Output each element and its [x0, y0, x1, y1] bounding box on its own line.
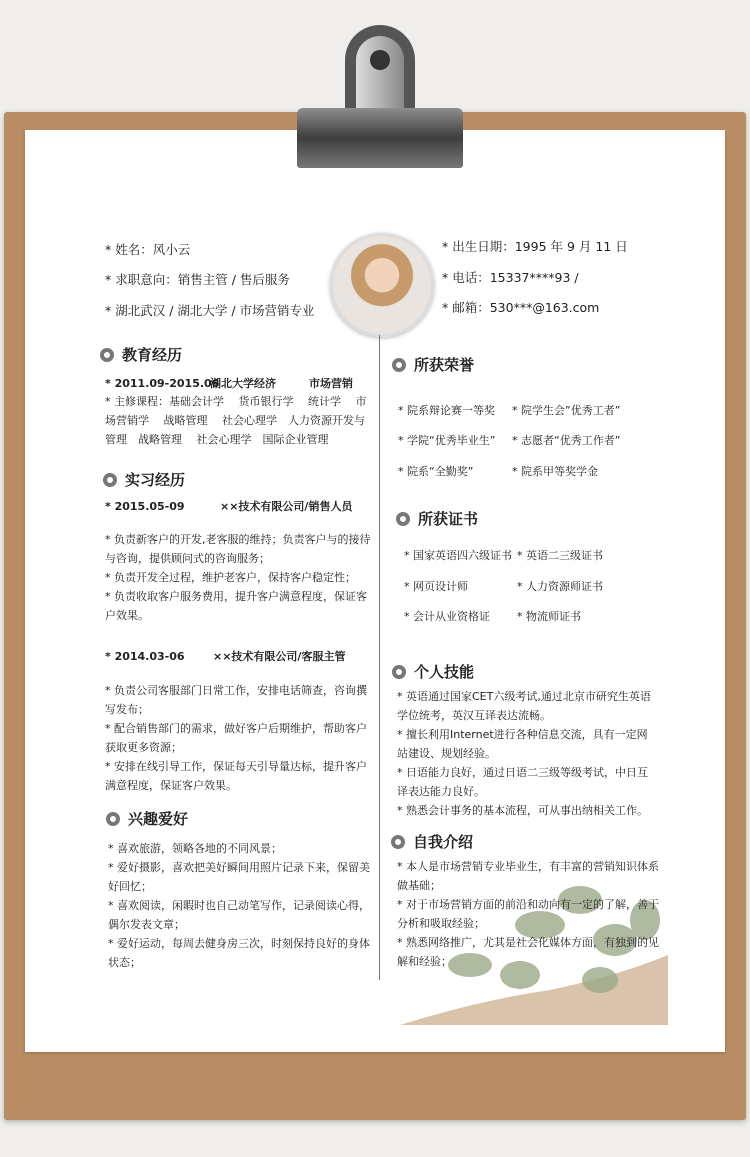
intro-list	[397, 857, 659, 971]
cert-item: * 英语二三级证书	[517, 549, 603, 562]
education-school: 湖北大学经济	[210, 377, 276, 390]
section-title: 所获荣誉	[414, 356, 475, 374]
section-title: 个人技能	[414, 663, 475, 681]
job-intent: * 求职意向：销售主管 / 售后服务	[105, 272, 290, 287]
honor-item: * 志愿者“优秀工作者”	[512, 434, 621, 447]
birth-date: * 出生日期：1995 年 9 月 11 日	[442, 239, 628, 254]
phone: * 电话：15337****93 /	[442, 270, 579, 285]
binder-clip	[297, 108, 463, 168]
hobby-item: * 喜欢旅游，领略各地的不同风景；	[108, 842, 282, 855]
skill-item: * 英语通过国家CET六级考试,通过北京市研究生英语学位统考，英汉互译表达流畅。	[397, 690, 651, 722]
skills-list	[397, 687, 657, 820]
cert-item: * 人力资源师证书	[517, 580, 603, 593]
hobby-item: * 爱好摄影，喜欢把美好瞬间用照片记录下来，保留美好回忆；	[108, 861, 370, 893]
duty-item: * 安排在线引导工作，保证每天引导量达标，提升客户满意程度，保证客户效果。	[105, 760, 367, 792]
name: * 姓名：风小云	[105, 242, 191, 257]
duty-item: * 负责收取客户服务费用，提升客户满意程度，保证客户效果。	[105, 590, 367, 622]
section-education	[100, 344, 182, 365]
job-period: * 2015.05-09	[105, 500, 185, 513]
skill-item: * 熟悉会计事务的基本流程，可从事出纳相关工作。	[397, 804, 648, 817]
location-school: * 湖北武汉 / 湖北大学 / 市场营销专业	[105, 303, 315, 318]
cert-item: * 网页设计师	[404, 580, 468, 593]
bullet-circle-icon	[106, 812, 120, 826]
duty-item: * 负责开发全过程，维护老客户，保持客户稳定性；	[105, 571, 356, 584]
column-divider	[379, 335, 380, 980]
bullet-circle-icon	[392, 358, 406, 372]
skill-item: * 日语能力良好，通过日语二三级等级考试，中日互译表达能力良好。	[397, 766, 648, 798]
section-title: 教育经历	[122, 346, 183, 364]
section-skills	[392, 661, 474, 682]
intro-item: * 熟悉网络推广，尤其是社会化媒体方面，有独到的见解和经验；	[397, 936, 659, 968]
email: * 邮箱：530***@163.com	[442, 300, 600, 315]
section-title: 所获证书	[418, 510, 479, 528]
bullet-circle-icon	[392, 665, 406, 679]
cert-item: * 会计从业资格证	[404, 610, 490, 623]
intro-item: * 对于市场营销方面的前沿和动向有一定的了解，善于分析和吸取经验；	[397, 898, 659, 930]
avatar-photo	[330, 233, 434, 337]
bullet-circle-icon	[396, 512, 410, 526]
honor-item: * 学院“优秀毕业生”	[398, 434, 496, 447]
bullet-circle-icon	[100, 348, 114, 362]
job-period: * 2014.03-06	[105, 650, 185, 663]
cert-item: * 物流师证书	[517, 610, 581, 623]
hobby-list	[108, 839, 373, 972]
bullet-circle-icon	[391, 835, 405, 849]
cert-item: * 国家英语四六级证书	[404, 549, 512, 562]
honor-item: * 院学生会”优秀工者”	[512, 404, 621, 417]
intro-item: * 本人是市场营销专业毕业生，有丰富的营销知识体系做基础；	[397, 860, 659, 892]
job-duties	[105, 530, 373, 625]
hobby-item: * 喜欢阅读，闲暇时也自己动笔写作，记录阅读心得，偶尔发表文章；	[108, 899, 370, 931]
honor-item: * 院系辩论赛一等奖	[398, 404, 495, 417]
section-title: 自我介绍	[413, 833, 474, 851]
job-company: ××技术有限公司/销售人员	[220, 500, 353, 513]
education-courses: * 主修课程：基础会计学 货币银行学 统计学 市场营销学 战略管理 社会心理学 人力资源开发与管理 战略管理 社会心理学 国际企业管理	[105, 395, 367, 446]
section-title: 实习经历	[125, 471, 186, 489]
section-honors	[392, 354, 474, 375]
section-internship	[103, 469, 185, 490]
section-title: 兴趣爱好	[128, 810, 189, 828]
honor-item: * 院系“全勤奖”	[398, 465, 474, 478]
bullet-circle-icon	[103, 473, 117, 487]
duty-item: * 负责新客户的开发,老客服的维持；负责客户与的接待与咨询，提供顾问式的咨询服务；	[105, 533, 371, 565]
duty-item: * 负责公司客服部门日常工作，安排电话筛查，咨询撰写发布；	[105, 684, 367, 716]
job-company: ××技术有限公司/客服主管	[213, 650, 346, 663]
section-hobbies	[106, 808, 188, 829]
hobby-item: * 爱好运动，每周去健身房三次，时刻保持良好的身体状态；	[108, 937, 370, 969]
duty-item: * 配合销售部门的需求，做好客户后期维护，帮助客户获取更多资源；	[105, 722, 367, 754]
skill-item: * 擅长利用Internet进行各种信息交流，具有一定网站建设、规划经验。	[397, 728, 648, 760]
clip-hole	[370, 50, 390, 70]
education-period: * 2011.09-2015.06	[105, 377, 220, 390]
honor-item: * 院系甲等奖学金	[512, 465, 598, 478]
job-duties	[105, 681, 373, 795]
section-certificates	[396, 508, 478, 529]
education-major: 市场营销	[309, 377, 353, 390]
section-self-intro	[391, 831, 473, 852]
